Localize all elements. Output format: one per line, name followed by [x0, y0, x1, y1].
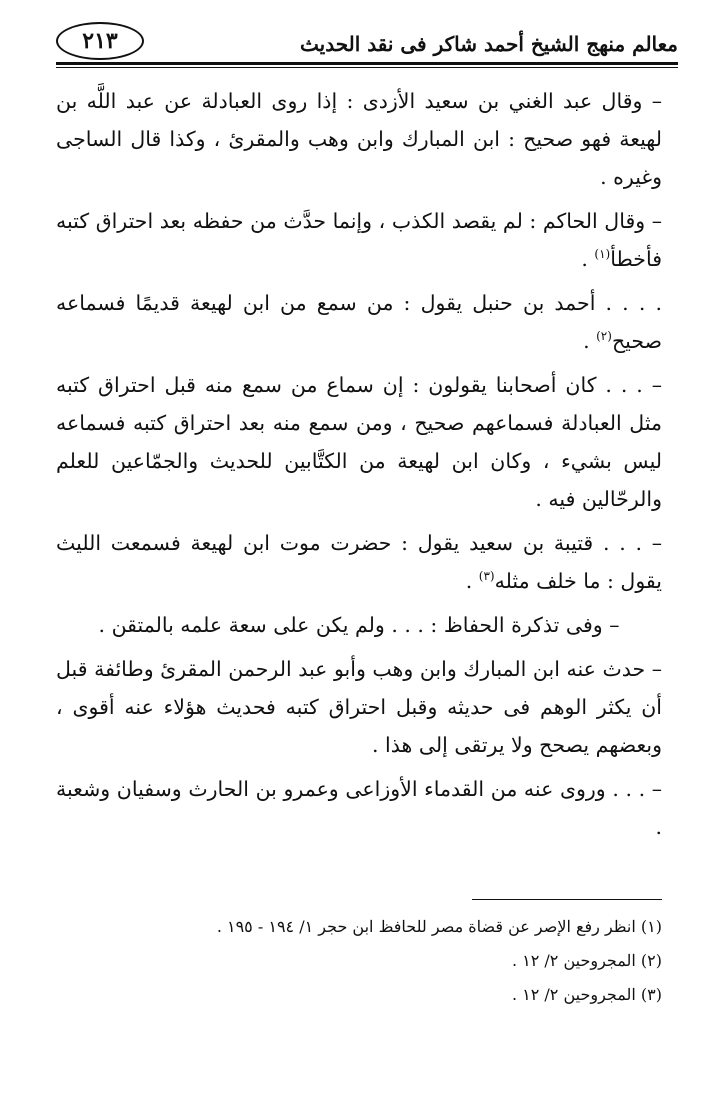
- footnotes: [56, 910, 662, 1012]
- main-text: [56, 82, 662, 852]
- page-number: ٢١٣: [56, 22, 144, 60]
- footnote-separator: [472, 899, 662, 900]
- paragraph: – وفى تذكرة الحفاظ : . . . ولم يكن على سعة علمه بالمتقن .: [98, 613, 620, 637]
- footnote: (١) انظر رفع الإصر عن قضاة مصر للحافظ ابن حجر ١/ ١٩٤ - ١٩٥ .: [216, 917, 662, 936]
- paragraph: – . . . قتيبة بن سعيد يقول : حضرت موت ابن لهيعة فسمعت الليث يقول : ما خلف مثله$^{(٣)}$ .: [56, 531, 662, 593]
- paragraph: – . . . وروى عنه من القدماء الأوزاعى وعمرو بن الحارث وسفيان وشعبة .: [56, 777, 662, 839]
- paragraph: . . . . أحمد بن حنبل يقول : من سمع من ابن لهيعة قديمًا فسماعه صحيح$^{(٢)}$ .: [56, 291, 662, 353]
- running-title: معالم منهج الشيخ أحمد شاكر فى نقد الحديث: [300, 32, 678, 56]
- footnote: (٢) المجروحين ٢/ ١٢ .: [511, 951, 662, 970]
- footnote-ref: (٢): [596, 329, 612, 344]
- paragraph: – حدث عنه ابن المبارك وابن وهب وأبو عبد الرحمن المقرئ وطائفة قبل أن يكثر الوهم فى حديثه وقبل احتراق كتبه فحديث هؤلاء عنه أقوى ، وبعضهم يصحح ولا يرتقى إلى هذا .: [56, 657, 662, 757]
- footnote: (٣) المجروحين ٢/ ١٢ .: [511, 985, 662, 1004]
- paragraph: – وقال عبد الغني بن سعيد الأزدى : إذا روى العبادلة عن عبد اللَّه بن لهيعة فهو صحيح : ابن المبارك وابن وهب والمقرئ ، وكذا قال الساجى وغيره .: [56, 89, 662, 189]
- page-header: [56, 18, 678, 64]
- paragraph: – وقال الحاكم : لم يقصد الكذب ، وإنما حدَّث من حفظه بعد احتراق كتبه فأخطأ$^{(١)}$ .: [56, 209, 662, 271]
- header-rule-thin: [56, 67, 678, 68]
- paragraph: – . . . كان أصحابنا يقولون : إن سماع من سمع منه قبل احتراق كتبه مثل العبادلة فسماعهم صحيح ، ومن سمع منه بعد احتراق كتبه فسماعه ليس بشيء ، وكان ابن لهيعة من الكتَّابين للحديث والجمّاعين للعلم والرحّالين فيه .: [56, 373, 662, 511]
- footnote-ref: (١): [594, 247, 611, 262]
- footnote-ref: (٣): [478, 569, 495, 584]
- header-rule-thick: [56, 62, 678, 65]
